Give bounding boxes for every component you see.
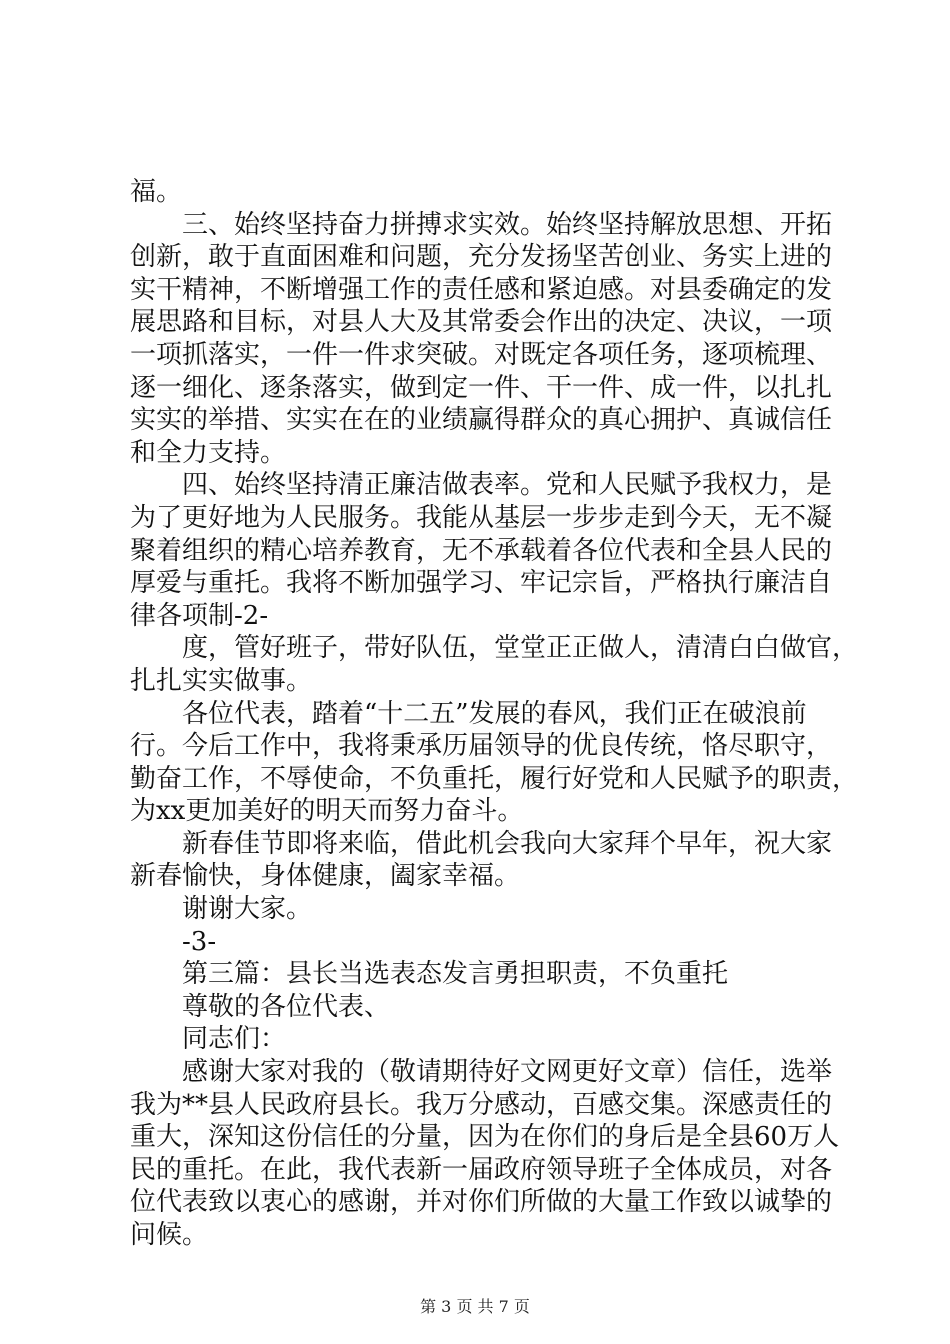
text-line: 各位代表，踏着“十二五”发展的春风，我们正在破浪前: [182, 698, 807, 729]
text-line: 一项抓落实，一件一件求突破。对既定各项任务，逐项梳理、: [130, 339, 833, 370]
text-line: 谢谢大家。: [182, 894, 313, 925]
text-line: 我为**县人民政府县长。我万分感动，百感交集。深感责任的: [130, 1089, 833, 1120]
text-line: 同志们：: [182, 1024, 287, 1055]
text-line: 新春佳节即将来临，借此机会我向大家拜个早年，祝大家: [182, 828, 833, 859]
text-line: -3-: [182, 926, 217, 957]
text-line: 创新，敢于直面困难和问题，充分发扬坚苦创业、务实上进的: [130, 242, 833, 273]
text-line: 感谢大家对我的（敬请期待好文网更好文章）信任，选举: [182, 1057, 833, 1088]
text-line: 度，管好班子，带好队伍，堂堂正正做人，清清白白做官，: [182, 633, 859, 664]
text-line: 问候。: [130, 1220, 209, 1250]
text-line: 三、始终坚持奋力拼搏求实效。始终坚持解放思想、开拓: [182, 209, 833, 240]
text-line: 厚爱与重托。我将不断加强学习、牢记宗旨，严格执行廉洁自: [130, 568, 833, 599]
text-line: 新春愉快，身体健康，阖家幸福。: [130, 861, 521, 892]
text-line: 和全力支持。: [130, 437, 287, 468]
text-line: 福。: [130, 177, 183, 207]
text-line: 位代表致以衷心的感谢，并对你们所做的大量工作致以诚挚的: [130, 1187, 833, 1218]
text-line: 展思路和目标，对县人大及其常委会作出的决定、决议，一项: [130, 307, 833, 338]
text-line: 重大，深知这份信任的分量，因为在你们的身后是全县60万人: [130, 1122, 840, 1153]
text-line: 第三篇：县长当选表态发言勇担职责，不负重托: [182, 959, 729, 990]
text-line: 民的重托。在此，我代表新一届政府领导班子全体成员，对各: [130, 1154, 833, 1185]
text-line: 扎扎实实做事。: [130, 665, 313, 696]
text-line: 行。今后工作中，我将秉承历届领导的优良传统，恪尽职守，: [130, 731, 833, 762]
text-line: 实实的举措、实实在在的业绩赢得群众的真心拥护、真诚信任: [130, 405, 833, 436]
text-line: 尊敬的各位代表、: [182, 991, 391, 1022]
text-line: 勤奋工作，不辱使命，不负重托，履行好党和人民赋予的职责，: [130, 763, 859, 794]
text-line: 为xx更加美好的明天而努力奋斗。: [130, 796, 524, 827]
text-line: 为了更好地为人民服务。我能从基层一步步走到今天，无不凝: [130, 502, 833, 533]
text-line: 聚着组织的精心培养教育，无不承载着各位代表和全县人民的: [130, 535, 833, 566]
text-line: 逐一细化、逐条落实，做到定一件、干一件、成一件，以扎扎: [130, 372, 833, 403]
page-number-footer: 第 3 页 共 7 页: [420, 1297, 530, 1316]
text-line: 四、始终坚持清正廉洁做表率。党和人民赋予我权力，是: [182, 470, 833, 501]
document-body: [130, 176, 859, 1252]
text-line: 实干精神，不断增强工作的责任感和紧迫感。对县委确定的发: [130, 274, 833, 305]
text-line: 律各项制-2-: [130, 600, 269, 631]
